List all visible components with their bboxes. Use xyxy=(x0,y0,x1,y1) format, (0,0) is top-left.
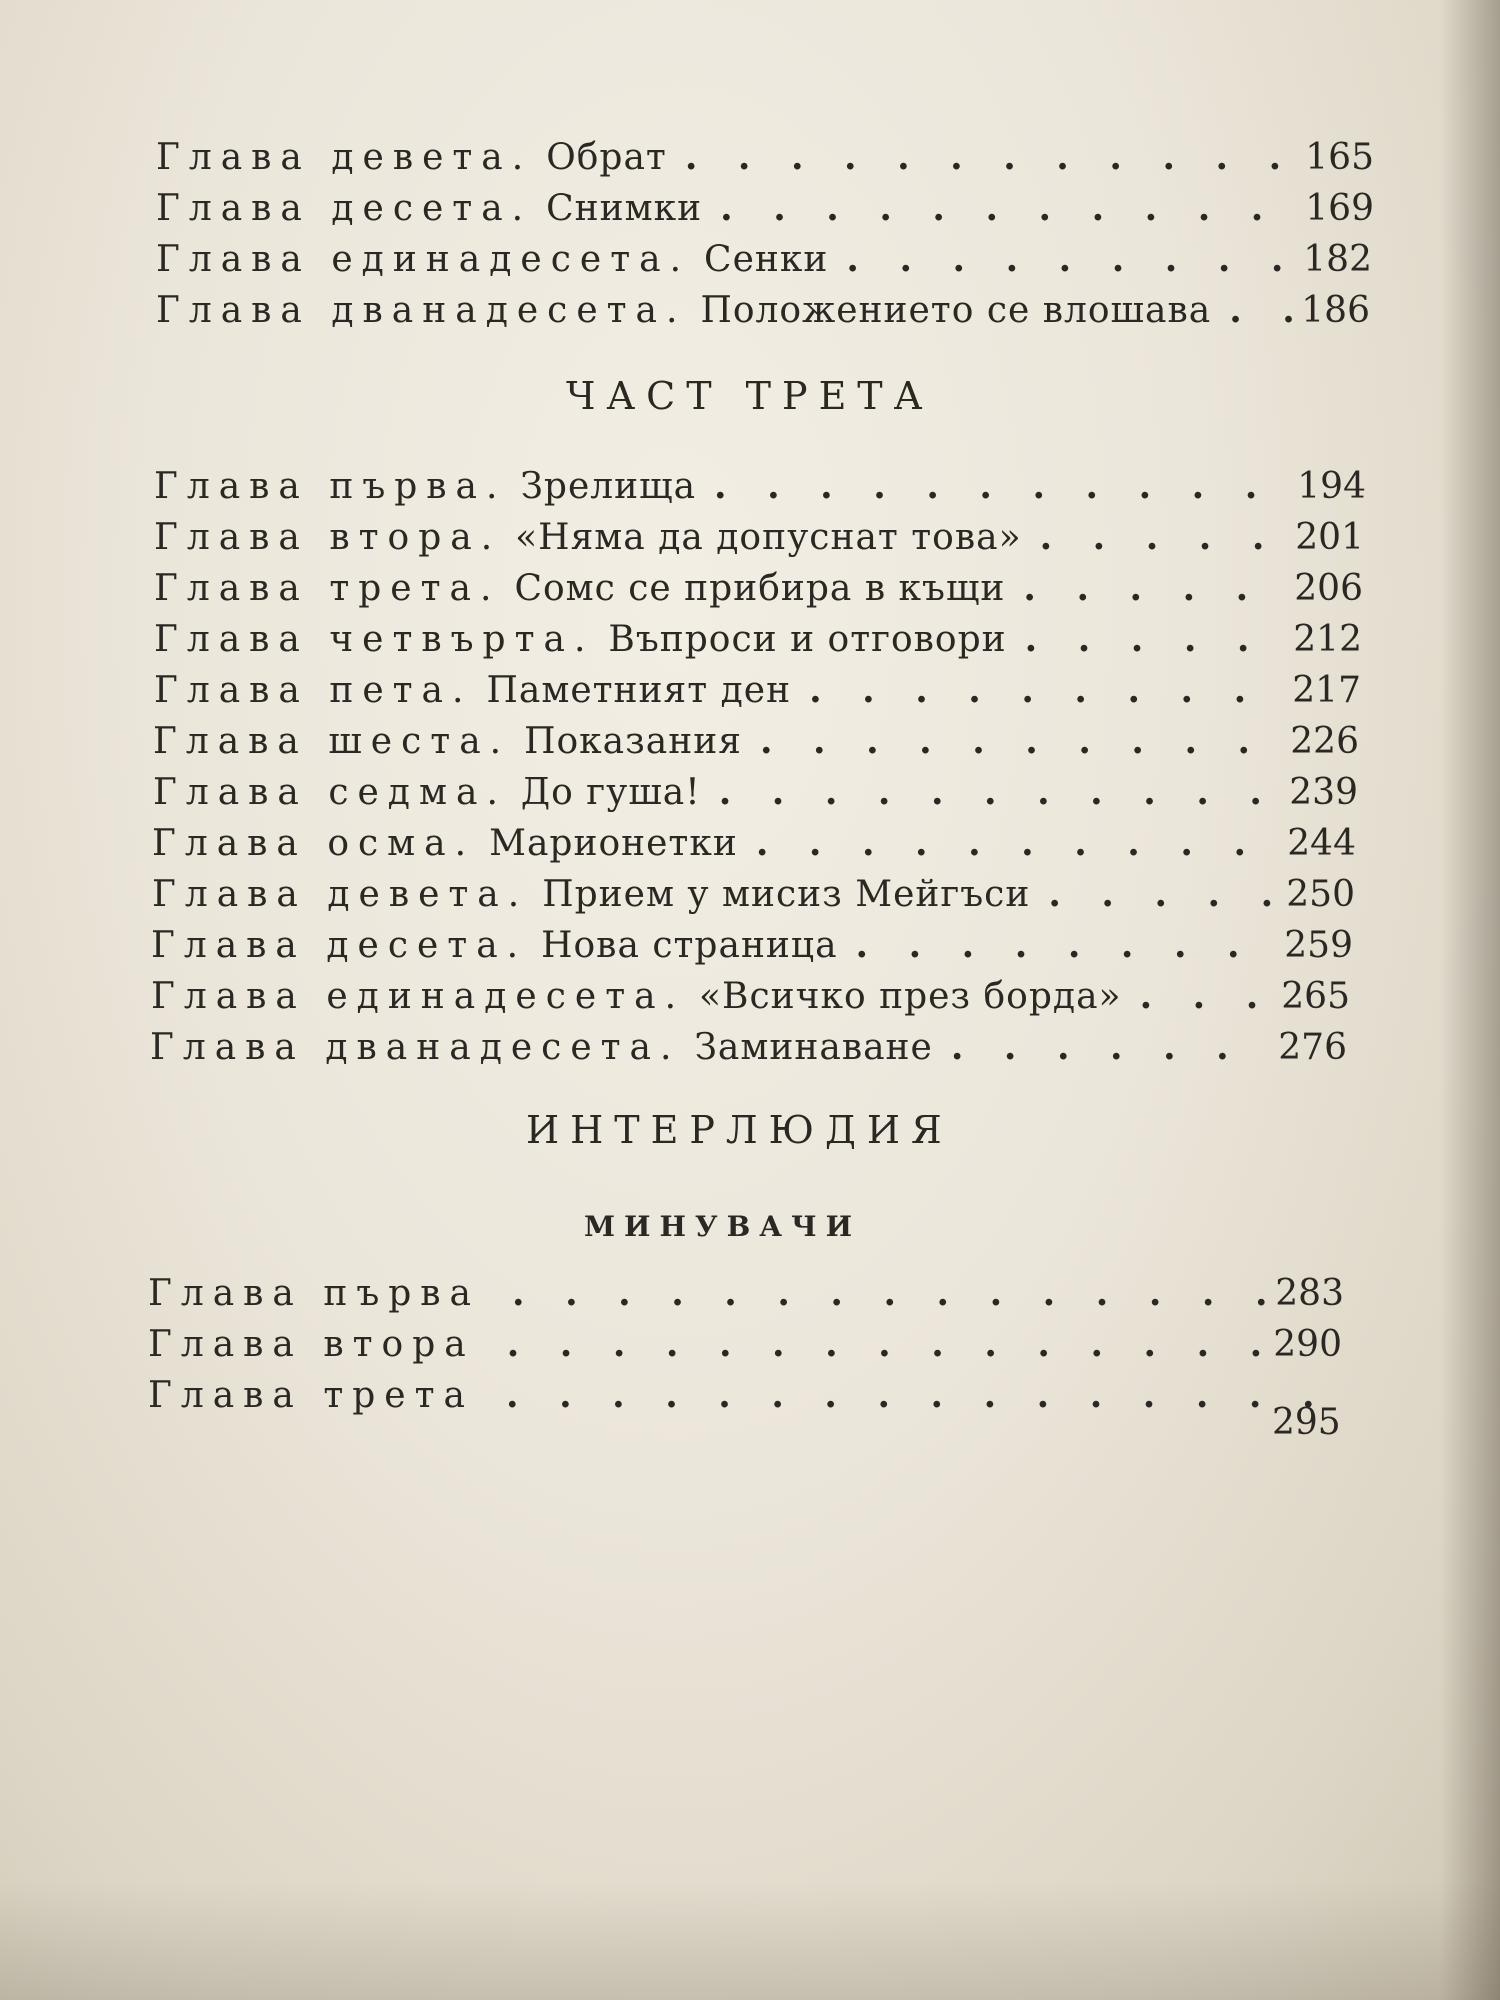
dot-leader xyxy=(742,718,1284,764)
chapter-label: Глава осма. xyxy=(152,823,476,864)
toc-entry xyxy=(152,820,1356,866)
chapter-title: Заминаване xyxy=(694,1027,933,1068)
page-number: 194 xyxy=(1297,466,1366,507)
toc-entry xyxy=(156,236,1372,282)
dot-leader xyxy=(1030,871,1280,917)
dot-leader xyxy=(701,769,1284,815)
toc-entry xyxy=(154,616,1362,662)
page-number: 259 xyxy=(1284,925,1353,966)
toc-entry xyxy=(151,973,1350,1019)
dot-leader xyxy=(696,463,1291,509)
chapter-label: Глава пета. xyxy=(154,670,473,711)
page-number: 217 xyxy=(1292,670,1361,711)
dot-leader xyxy=(738,820,1281,866)
page-number: 239 xyxy=(1289,772,1358,813)
dot-leader xyxy=(489,1321,1268,1367)
chapter-title: Прием у мисиз Мейгъси xyxy=(542,874,1031,915)
chapter-label: Глава шеста. xyxy=(153,721,511,762)
chapter-label: Глава първа xyxy=(148,1273,481,1314)
page-number: 201 xyxy=(1295,517,1364,558)
page-number: 212 xyxy=(1293,619,1362,660)
toc-entry xyxy=(156,287,1370,333)
toc-entry xyxy=(154,463,1366,509)
chapter-label: Глава втора. xyxy=(154,517,502,558)
interlude-subheading: МИНУВАЧИ xyxy=(584,1210,862,1243)
chapter-label: Глава първа. xyxy=(154,466,507,507)
chapter-label: Глава единадесета. xyxy=(156,239,691,280)
dot-leader xyxy=(667,134,1299,180)
page-number: 265 xyxy=(1281,976,1350,1017)
page-number: 226 xyxy=(1290,721,1359,762)
page-number: 295 xyxy=(1272,1402,1341,1443)
chapter-label: Глава девета. xyxy=(156,137,533,178)
toc-entry xyxy=(152,871,1355,917)
chapter-title: Марионетки xyxy=(489,823,738,864)
chapter-label: Глава дванадесета. xyxy=(150,1027,681,1068)
page-number: 206 xyxy=(1294,568,1363,609)
chapter-label: Глава десета. xyxy=(151,925,528,966)
chapter-label: Глава четвърта. xyxy=(154,619,595,660)
toc-entry xyxy=(154,514,1364,560)
page-number: 250 xyxy=(1286,874,1355,915)
chapter-title: Снимки xyxy=(546,188,703,229)
chapter-title: Сенки xyxy=(704,239,829,280)
dot-leader xyxy=(1005,565,1288,611)
chapter-title: Положението се влошава xyxy=(700,290,1212,331)
page-number: 186 xyxy=(1301,290,1370,331)
page-edge-shadow xyxy=(1440,0,1500,2000)
chapter-label: Глава трета xyxy=(148,1375,474,1416)
dot-leader xyxy=(702,185,1299,231)
chapter-label: Глава седма. xyxy=(153,772,507,813)
chapter-title: Паметният ден xyxy=(486,670,792,711)
chapter-label: Глава дванадесета. xyxy=(156,290,687,331)
toc-entry xyxy=(148,1321,1342,1367)
chapter-title: «Няма да допуснат това» xyxy=(515,517,1022,558)
chapter-label: Глава втора xyxy=(148,1324,475,1365)
toc-entry xyxy=(153,718,1359,764)
page-number: 182 xyxy=(1303,239,1372,280)
dot-leader xyxy=(838,922,1279,968)
page-number: 276 xyxy=(1278,1027,1347,1068)
page-number: 290 xyxy=(1273,1324,1342,1365)
toc-entry xyxy=(148,1372,1340,1418)
part-heading: ЧАСТ ТРЕТА xyxy=(566,374,934,418)
toc-entry xyxy=(150,1024,1347,1070)
chapter-title: До гуша! xyxy=(520,772,701,813)
chapter-title: Зрелища xyxy=(520,466,697,507)
dot-leader xyxy=(828,236,1297,282)
dot-leader xyxy=(791,667,1286,713)
toc-entry xyxy=(153,769,1358,815)
dot-leader xyxy=(494,1270,1269,1316)
chapter-title: Обрат xyxy=(546,137,667,178)
toc-entry xyxy=(151,922,1353,968)
page-number: 165 xyxy=(1305,137,1374,178)
toc-entry xyxy=(154,667,1361,713)
dot-leader xyxy=(1211,287,1295,333)
toc-entry xyxy=(148,1270,1344,1316)
chapter-label: Глава десета. xyxy=(156,188,533,229)
page-bottom-shadow xyxy=(0,1880,1500,2000)
dot-leader xyxy=(488,1372,1340,1418)
chapter-title: Сомс се прибира в къщи xyxy=(514,568,1006,609)
toc-entry xyxy=(156,134,1374,180)
chapter-label: Глава трета. xyxy=(154,568,501,609)
page-number: 283 xyxy=(1275,1273,1344,1314)
dot-leader xyxy=(1007,616,1288,662)
interlude-heading: ИНТЕРЛЮДИЯ xyxy=(526,1108,953,1152)
toc-entry xyxy=(156,185,1374,231)
chapter-label: Глава девета. xyxy=(152,874,529,915)
chapter-title: Нова страница xyxy=(541,925,838,966)
dot-leader xyxy=(1122,973,1276,1019)
toc-entry xyxy=(154,565,1363,611)
dot-leader xyxy=(933,1024,1272,1070)
chapter-title: Показания xyxy=(524,721,742,762)
dot-leader xyxy=(1022,514,1290,560)
page-number: 169 xyxy=(1305,188,1374,229)
page-number: 244 xyxy=(1287,823,1356,864)
chapter-title: «Всичко през борда» xyxy=(699,976,1122,1017)
chapter-title: Въпроси и отговори xyxy=(608,619,1007,660)
chapter-label: Глава единадесета. xyxy=(151,976,686,1017)
